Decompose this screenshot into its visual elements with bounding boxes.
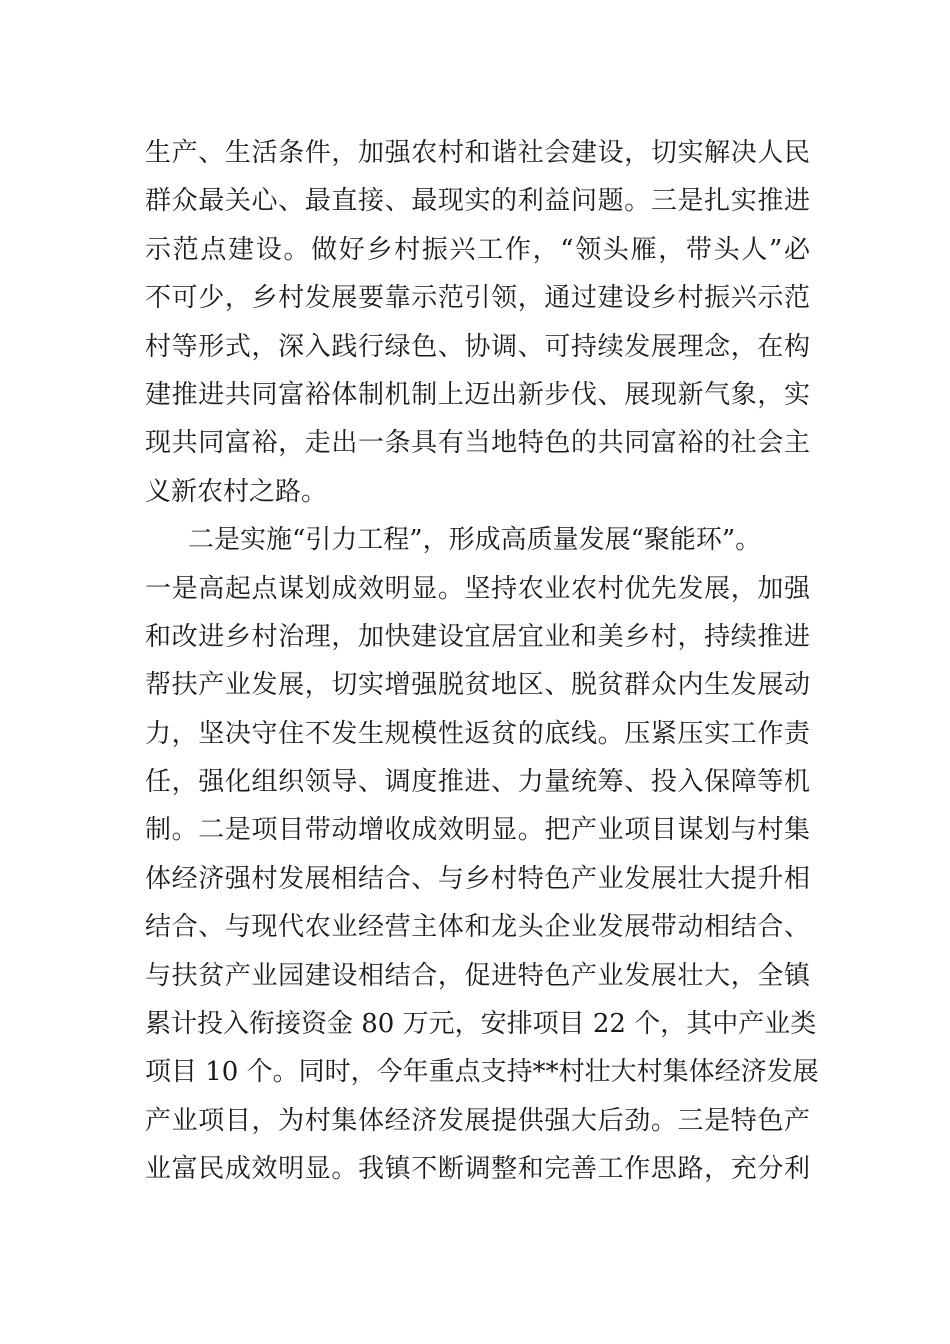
text-line: 和改进乡村治理，加快建设宜居宜业和美乡村，持续推进 <box>145 621 810 652</box>
text-line: 业富民成效明显。我镇不断调整和完善工作思路，充分利 <box>145 1154 810 1185</box>
text-line: 不可少，乡村发展要靠示范引领，通过建设乡村振兴示范 <box>145 283 810 314</box>
text-line: 现共同富裕，走出一条具有当地特色的共同富裕的社会主 <box>145 428 810 459</box>
text-line: 义新农村之路。 <box>145 476 328 507</box>
text-line: 累计投入衔接资金 80 万元，安排项目 22 个，其中产业类 <box>145 1009 817 1040</box>
text-line: 示范点建设。做好乡村振兴工作，“领头雁，带头人”必 <box>145 234 810 265</box>
text-line: 与扶贫产业园建设相结合，促进特色产业发展壮大，全镇 <box>145 960 810 991</box>
paragraph-1 <box>145 129 810 516</box>
text-line: 村等形式，深入践行绿色、协调、可持续发展理念，在构 <box>145 331 810 362</box>
text-line: 项目 10 个。同时，今年重点支持**村壮大村集体经济发展 <box>145 1057 819 1088</box>
text-line: 一是高起点谋划成效明显。坚持农业农村优先发展，加强 <box>145 573 810 604</box>
text-line: 体经济强村发展相结合、与乡村特色产业发展壮大提升相 <box>145 863 810 894</box>
text-line: 生产、生活条件，加强农村和谐社会建设，切实解决人民 <box>145 138 810 168</box>
text-line: 制。二是项目带动增收成效明显。把产业项目谋划与村集 <box>145 815 810 846</box>
text-line: 结合、与现代农业经营主体和龙头企业发展带动相结合、 <box>145 912 810 943</box>
text-line: 群众最关心、最直接、最现实的利益问题。三是扎实推进 <box>145 186 810 217</box>
paragraph-heading-line: 二是实施“引力工程”，形成高质量发展“聚能环”。 <box>188 525 762 556</box>
text-line: 建推进共同富裕体制机制上迈出新步伐、展现新气象，实 <box>145 379 810 410</box>
text-line: 力，坚决守住不发生规模性返贫的底线。压紧压实工作责 <box>145 718 810 749</box>
text-line: 产业项目，为村集体经济发展提供强大后劲。三是特色产 <box>145 1105 810 1136</box>
text-line: 帮扶产业发展，切实增强脱贫地区、脱贫群众内生发展动 <box>145 670 810 701</box>
paragraph-2 <box>145 516 819 1193</box>
text-line: 任，强化组织领导、调度推进、力量统筹、投入保障等机 <box>145 767 810 798</box>
document-body <box>145 129 819 1194</box>
